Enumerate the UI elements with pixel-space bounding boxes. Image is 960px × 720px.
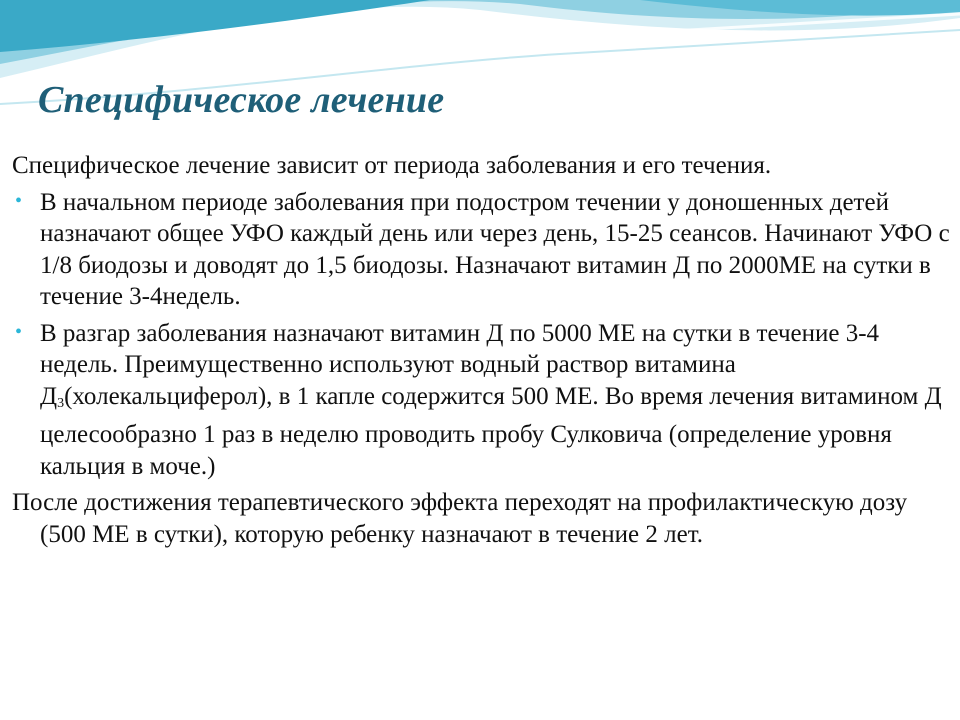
bullet-item-1-text: В начальном периоде заболевания при подостром течении у доношенных детей назначают общее УФО каждый день или через день, 15-25 сеансов. Начинают УФО с 1/8 биодозы и доводят до 1,5 биодозы. Назначают витамин Д по 2000МЕ на сутки в течение 3-4недель. — [40, 188, 950, 310]
subscript-3: 3 — [57, 395, 65, 411]
bullet-item-2-text-a: В разгар заболевания назначают витамин Д по 5000 МЕ на сутки в течение 3-4 недель. Преимущественно используют водный раствор витамина Д — [40, 319, 880, 410]
intro-paragraph: Специфическое лечение зависит от периода заболевания и его течения. — [12, 152, 772, 179]
bullet-dot-icon: • — [15, 189, 23, 212]
slide-title: Специфическое лечение — [38, 79, 445, 121]
wave-front — [0, 0, 430, 52]
bullet-item-1 — [12, 187, 952, 313]
bullet-item-2 — [12, 318, 952, 483]
slide-body — [12, 150, 952, 555]
bullet-item-2-text-b: (холекальциферол), в 1 капле содержится 500 МЕ. Во время лечения витамином Д целесообразно 1 раз в неделю проводить пробу Сулковича (определение уровня кальция в моче.) — [40, 382, 942, 480]
outro-paragraph: После достижения терапевтического эффекта переходят на профилактическую дозу (500 МЕ в сутки), которую ребенку назначают в течение 2 лет. — [12, 489, 908, 548]
bullet-dot-icon: • — [15, 320, 23, 343]
